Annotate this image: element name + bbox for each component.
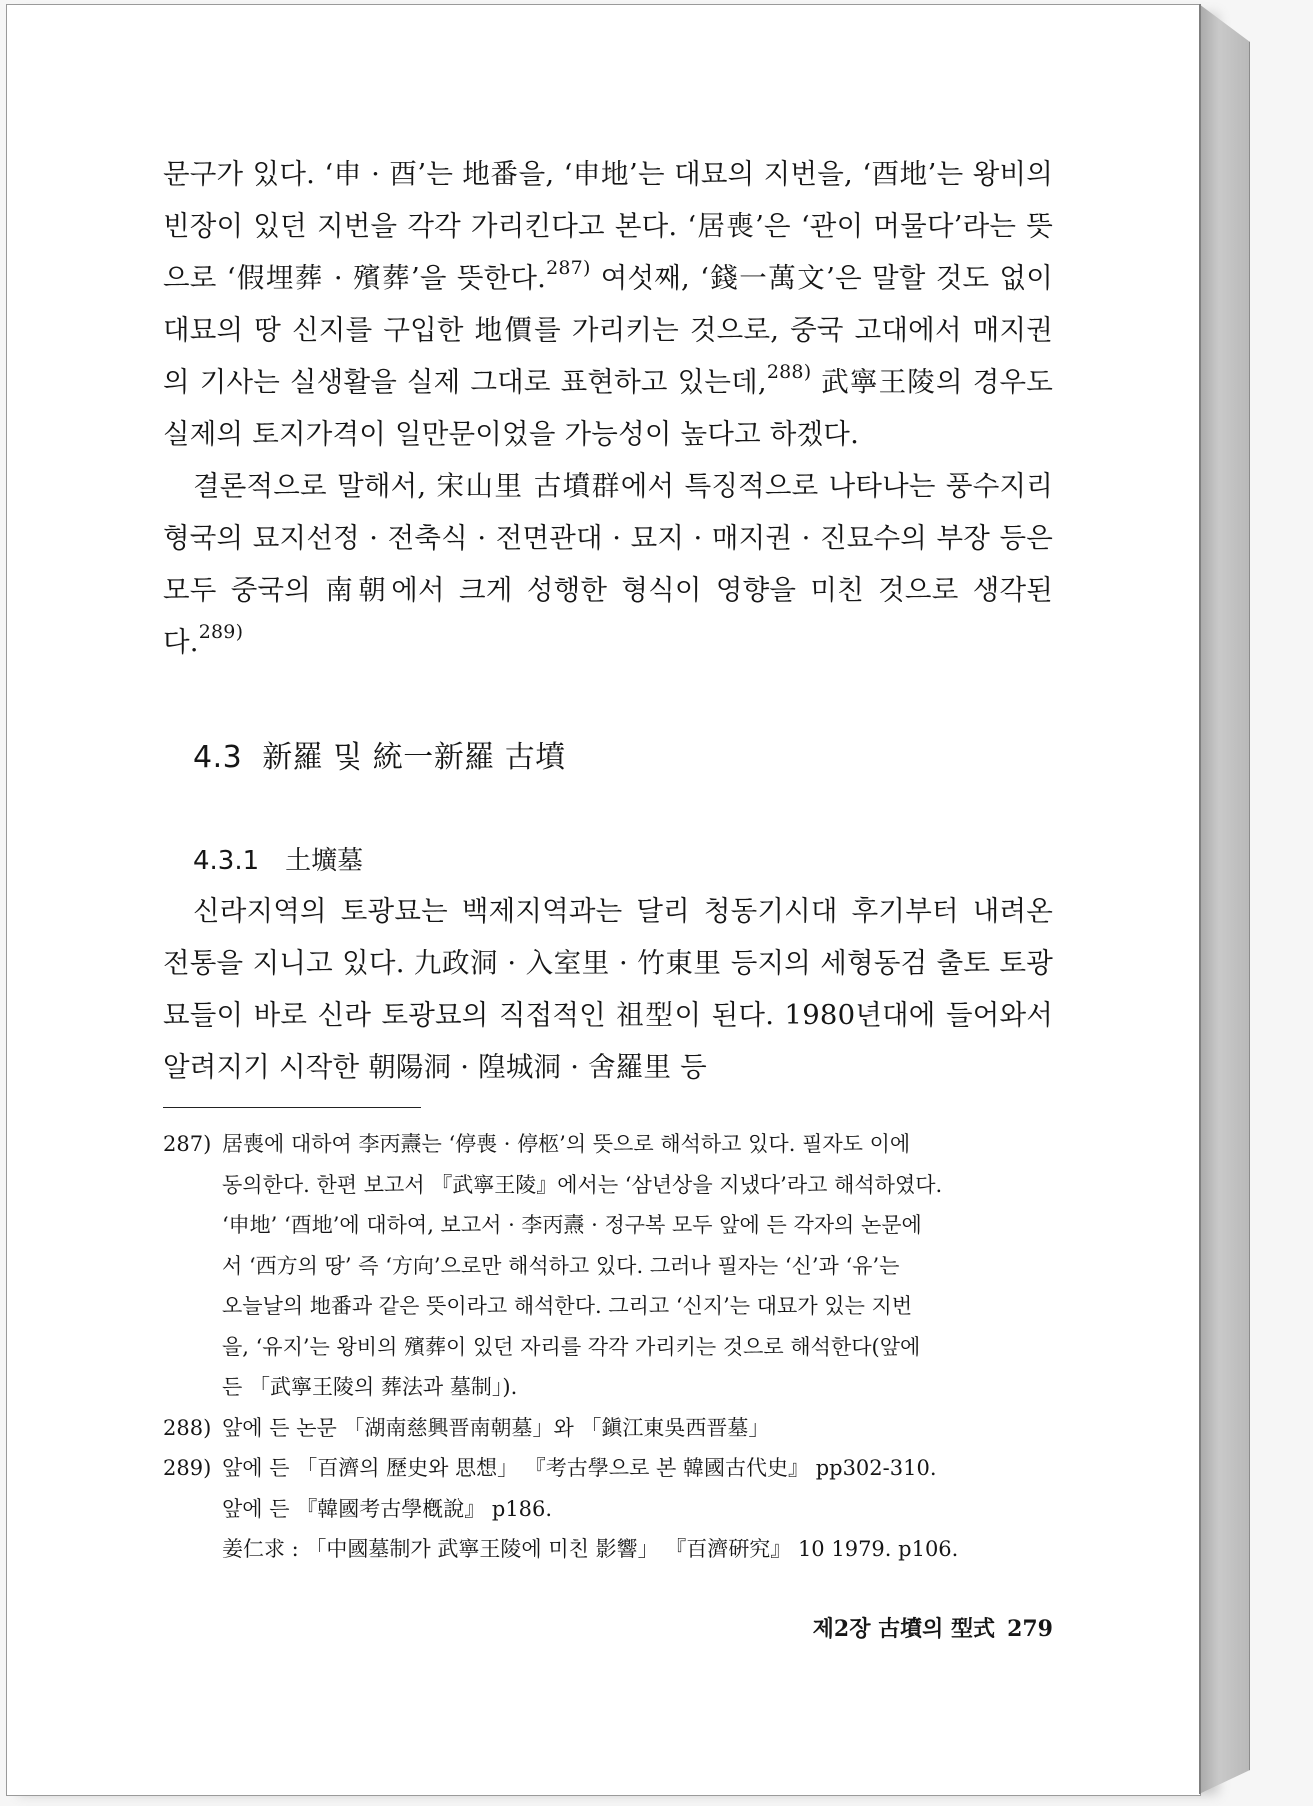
section-title: 新羅 및 統一新羅 古墳 — [262, 740, 566, 775]
footnote-line: 앞에 든 『韓國考古學槪說』 p186. — [222, 1496, 553, 1521]
section-heading — [193, 732, 1053, 776]
body-paragraph-2 — [163, 460, 1053, 668]
footnote-line: 앞에 든 「百濟의 歷史와 思想」 『考古學으로 본 韓國古代史』 pp302-310. — [222, 1456, 937, 1480]
footnote-289 — [163, 1448, 1053, 1570]
footnote-ref-287[interactable]: 287) — [546, 257, 591, 279]
footnote-line: 든 「武寧王陵의 葬法과 墓制」). — [222, 1375, 518, 1399]
footnote-line: 동의한다. 한편 보고서 『武寧王陵』에서는 ‘삼년상을 지냈다’라고 해석하였다. — [222, 1172, 943, 1197]
footnote-number: 288) — [163, 1415, 212, 1440]
page-footer — [780, 1612, 1053, 1643]
paragraph-text: 武寧王陵의 경우도 실제의 토지가격이 일만문이었을 가능성이 높다고 하겠다. — [163, 366, 1053, 450]
footnote-288 — [163, 1408, 1053, 1449]
footnote-line: 을, ‘유지’는 왕비의 殯葬이 있던 자리를 각각 가리키는 것으로 해석한다(앞에 — [222, 1334, 921, 1359]
footnote-line: 姜仁求 : 「中國墓制가 武寧王陵에 미친 影響」 『百濟硏究』 10 1979. p106. — [222, 1537, 959, 1561]
subsection-heading — [193, 840, 1053, 877]
subsection-number: 4.3.1 — [193, 846, 260, 876]
footnote-number: 287) — [163, 1132, 212, 1156]
footnote-line: 居喪에 대하여 李丙燾는 ‘停喪 · 停柩’의 뜻으로 해석하고 있다. 필자도 이에 — [222, 1132, 911, 1156]
footnotes — [163, 1124, 1053, 1570]
footnote-divider — [163, 1107, 421, 1108]
footnote-287 — [163, 1124, 1053, 1408]
section-number: 4.3 — [193, 740, 243, 775]
footnote-ref-289[interactable]: 289) — [198, 621, 244, 643]
paragraph-text: 결론적으로 말해서, 宋山里 古墳群에서 특징적으로 나타나는 풍수지리형국의 묘지선정 · 전축식 · 전면관대 · 묘지 · 매지권 · 진묘수의 부장 등은 모두 중국의 南朝에서 크게 성행한 형식이 영향을 미친 것으로 생각된다. — [163, 470, 1053, 658]
running-chapter-title: 제2장 古墳의 型式 — [812, 1616, 996, 1642]
page-number: 279 — [1007, 1616, 1053, 1642]
page-content — [163, 148, 1053, 1570]
body-paragraph-3: 신라지역의 토광묘는 백제지역과는 달리 청동기시대 후기부터 내려온 전통을 지니고 있다. 九政洞 · 入室里 · 竹東里 등지의 세형동검 출토 토광묘들이 바로 신라 토광묘의 직접적인 祖型이 된다. 1980년대에 들어와서 알려지기 시작한 朝陽洞 · 隍城洞 · 舍羅里 등 — [163, 895, 1053, 1083]
spine-edge — [1199, 4, 1201, 1794]
footnote-number: 289) — [163, 1456, 212, 1480]
footnote-body — [222, 1448, 1053, 1570]
footnote-line: ‘申地’ ‘酉地’에 대하여, 보고서 · 李丙燾 · 정구복 모두 앞에 든 각자의 논문에 — [222, 1213, 922, 1237]
body-paragraph-1 — [163, 148, 1053, 460]
subsection-title: 土壙墓 — [285, 846, 364, 876]
footnote-line: 앞에 든 논문 「湖南慈興晋南朝墓」와 「鎭江東吳西晋墓」 — [222, 1415, 770, 1440]
footnote-line: 오늘날의 地番과 같은 뜻이라고 해석한다. 그리고 ‘신지’는 대묘가 있는 지번 — [222, 1294, 913, 1318]
footnote-body — [222, 1408, 1053, 1449]
footnote-ref-288[interactable]: 288) — [766, 361, 812, 383]
book-spine — [1199, 4, 1250, 1794]
footnote-line: 서 ‘西方의 땅’ 즉 ‘方向’으로만 해석하고 있다. 그러나 필자는 ‘신’과 ‘유’는 — [222, 1253, 900, 1278]
footnote-body — [222, 1124, 1053, 1408]
paragraph-text: 문구가 있다. ‘申 · 酉’는 地番을, ‘申地’는 대묘의 지번을, ‘酉地’는 왕비의 빈장이 있던 지번을 각각 가리킨다고 본다. ‘居喪’은 ‘관이 머물다’라는 뜻으로 ‘假埋葬 · 殯葬’을 뜻한다. — [163, 158, 1053, 294]
paragraph-text: 여섯째, ‘錢一萬文’은 말할 것도 없이 대묘의 땅 신지를 구입한 地價를 가리키는 것으로, 중국 고대에서 매지권의 기사는 실생활을 실제 그대로 표현하고 있는데, — [163, 262, 1053, 398]
